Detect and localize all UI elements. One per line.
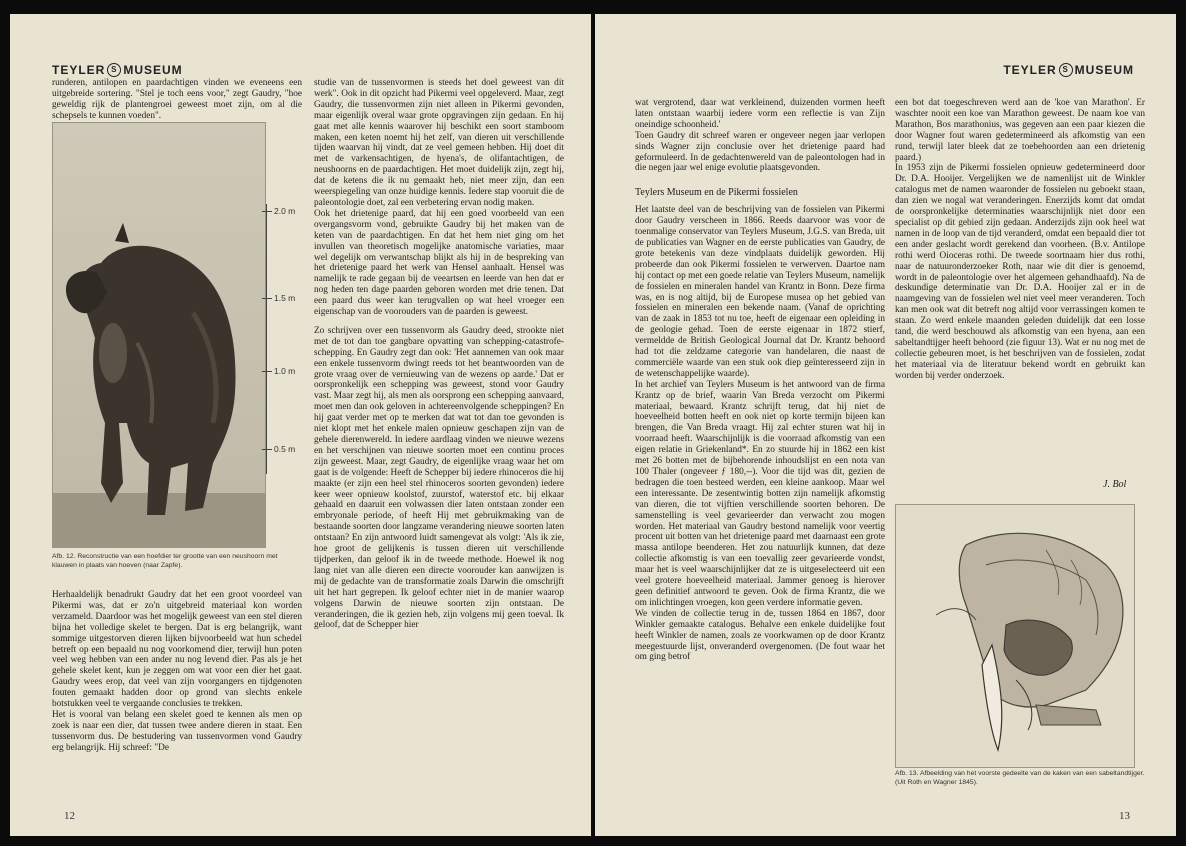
right-col1 <box>635 98 885 663</box>
page-number-right: 13 <box>1119 810 1130 822</box>
left-col2 <box>314 78 564 631</box>
paragraph: een bot dat toegeschreven werd aan de 'koe van Marathon'. Er waschter nooit een koe van Marathon geweest. De naam koe van Marathon, Bos marathonius, was gegeven aan een paar kiezen die door Wagner fout waren gedetermineerd als afkomstig van een rund, terwijl later bleek dat ze toebehoorden aan een drietenig paard.) <box>895 98 1145 163</box>
page-number-left: 12 <box>64 810 75 822</box>
scale-label: 2.0 m <box>274 206 296 216</box>
paragraph: Het is vooral van belang een skelet goed te kennen als men op zoek is naar een dier, dat tussen twee andere dieren in staat. Een tussenvorm dus. De bestudering van tussenvormen vond Gaudry erg belangrijk. Hij schreef: "De <box>52 709 302 753</box>
scale-bar <box>266 204 267 474</box>
left-col1-bottom <box>52 590 302 754</box>
scale-tick <box>262 449 272 450</box>
right-page <box>595 14 1176 836</box>
figure-13-caption: Afb. 13. Afbeelding van het voorste gedeelte van de kaken van een sabeltandtijger. (Uit Roth en Wagner 1845). <box>895 770 1145 786</box>
scale-label: 1.0 m <box>274 366 296 376</box>
paragraph: Toen Gaudry dit schreef waren er ongeveer negen jaar verlopen sinds Wagner zijn conclusie over het drietenige paard had geformuleerd. In de gedachtenwereld van de paleontologen had in die negen jaar wel enige evolutie plaatsgevonden. <box>635 130 885 174</box>
teyler-logo-icon: S <box>1059 63 1073 77</box>
left-page <box>10 14 591 836</box>
teyler-logo-icon: S <box>107 63 121 77</box>
paragraph: We vinden de collectie terug in de, tussen 1864 en 1867, door Winkler gemaakte catalogus. Behalve een enkele duidelijke fout heeft Winkler de namen, zoals ze voorkwamen op de door Krantz meegestuurde lijst, onveranderd overgenomen. (De fout waar het om ging betrof <box>635 608 885 663</box>
paragraph: Ook het drietenige paard, dat hij een goed voorbeeld van een overgangsvorm vond, gebruikte Gaudry bij het maken van de keten van de paardachtigen. En dat het hem niet ging om het invullen van theoretisch mogelijke anatomische variaties, maar wel degelijk om verwantschap blijkt als hij in de bespreking van het drietenige paard het werk van Hensel aanhaalt. Hensel was namelijk te rade gegaan bij de veeartsen en leerde van hen dat er nog heden ten dage paarden geboren worden met drie tenen. Dat een paard dus weer kan terugvallen op wat heel vroeger een eigenschap van de voorouders van de paarden is geweest. <box>314 208 564 318</box>
sabertooth-jaw-illustration <box>896 505 1134 767</box>
scale-label: 0.5 m <box>274 444 296 454</box>
paragraph: Zo schrijven over een tussenvorm als Gaudry deed, strookte niet met de tot dan toe gangbare opvatting van schepping-catastrofe-schepping. En Gaudry zegt dan ook: 'Het aannemen van ook maar een enkele tussenvorm dwingt reeds tot het beantwoorden van de grote vraag over de vernieuwing van de wezens op aarde.' Dat er oorspronkelijk een schepping was geweest, stond voor Gaudry vast. Maar zegt hij, als men als oorsprong een schepping aanvaard, moet men dan ook geloven in achtereenvolgende scheppingen? En hij gaat verder met op te merken dat wat tot dan toe gevonden is niet klopt met het enkele malen opnieuw geschapen zijn van de gehele dierenwereld. In iedere aardlaag vinden we nieuwe wezens en het verschijnen van nieuwe soorten moet een continu proces zijn geweest. Maar, zegt Gaudry, de eigenlijke vraag waar het om gaat is de volgende: Heeft de Schepper bij iedere rhinoceros die hij maakte (er zijn een heel stel rhinoceros soorten gevonden) iedere keer weer opnieuw koolstof, zuurstof, waterstof etc. bij elkaar gehaald en daaruit een volwassen dier laten ontstaan zonder een embryonale periode, of heeft Hij met gebruikmaking van de bestaande soorten door langzame verandering nieuwe soorten laten ontstaan? En zijn antwoord luidt samengevat als volgt: 'Als ik zie, hoe groot de gelijkenis is tussen dieren uit verschillende tijdperken, dan geloof ik in de tweede methode. Hoewel ik nog lang niet van alle dieren een directe voorouder kan aanwijzen is mij de gedachte van de transformatie zoals Darwin die omschrijft uit het hart gegrepen. Ik geloof echter niet in de manier waarop volgens Darwin de nieuwe soorten zijn ontstaan. De veranderingen, die ik gezien heb, zijn volgens mij geen toeval. Ik geloof, dat de Schepper hier <box>314 325 564 631</box>
brand-text-teyler: TEYLER <box>1003 63 1057 77</box>
figure-12-photo <box>52 122 266 548</box>
left-col1-top <box>52 78 302 122</box>
brand-text-museum: MUSEUM <box>123 63 183 77</box>
paragraph: Herhaaldelijk benadrukt Gaudry dat het een groot voordeel van Pikermi was, dat er zo'n uitgebreid materiaal kon worden verzameld. Daardoor was het mogelijk geweest van een stel dieren bijna het volledige skelet te bergen. Dat is erg belangrijk, want sommige uitgestorven dieren lijken bijvoorbeeld wat hun schedel betreft op een bepaald nu nog voorkomend dier, terwijl hun poten veel weg hebben van een ander nu nog levend dier. Pas als je het gehele skelet kent, kun je zeggen om wat voor een dier het gaat. Gaudry wees erop, dat veel van zijn voorgangers en tijdgenoten fouten gemaakt hadden door op grond van slechts enkele botstukken veel te vergaande conclusies te trekken. <box>52 590 302 710</box>
paragraph: runderen, antilopen en paardachtigen vinden we eveneens een uitgebreide sortering. "Stel je toch eens voor," zegt Gaudry, "hoe geweldig rijk de plantengroei geweest moet zijn, om al die schepsels te kunnen voeden". <box>52 78 302 121</box>
figure-13-drawing <box>895 504 1135 768</box>
brand-text-teyler: TEYLER <box>52 63 106 77</box>
author-signature: J. Bol <box>1103 479 1127 490</box>
right-header-logo <box>1003 63 1134 77</box>
left-header-logo <box>52 63 183 77</box>
scale-label: 1.5 m <box>274 293 296 303</box>
right-col2 <box>895 98 1145 382</box>
scale-tick <box>262 211 272 212</box>
paragraph: Het laatste deel van de beschrijving van de fossielen van Pikermi door Gaudry verscheen in 1866. Reeds daarvoor was voor de toenmalige conservator van Teylers Museum, J.G.S. van Breda, uit de publicaties van Wagner en de eerste publicaties van Gaudry, de grote betekenis van deze vindplaats duidelijk geworden. Hij probeerde dan ook Pikermi fossielen te verwerven. Daartoe nam hij contact op met een goede relatie van Teylers Museum, namelijk de fossielen en mineralen handel van Krantz in Bonn. Deze firma was, en is nog altijd, bij de Europese musea op het gebied van fossielen en mineralen een bekende naam. (Vanaf de oprichting van de zaak in 1853 tot nu toe, heeft de eigenaar een opleiding in de geologie gehad. Toen de eerste eigenaar in 1872 stierf, vermeldde de British Geological Journal dat Dr. Krantz behoord had tot die zeldzame categorie van handelaren, die naast de commerciële waarde van een stuk ook diep geïnteresseerd zijn in de wetenschappelijke waarde). <box>635 205 885 379</box>
paragraph: wat vergrotend, daar wat verkleinend, duizenden vormen heeft laten ontstaan waarbij iedere vorm een reflectie is van Zijn oneindige schoonheid.' <box>635 98 885 130</box>
paragraph: studie van de tussenvormen is steeds het doel geweest van dit werk". Ook in dit opzicht had Pikermi veel opgeleverd. Maar, zegt Gaudry, die tussenvormen zijn niet alleen in Pikermi gevonden, maar eigenlijk overal waar grote opgravingen zijn gedaan. En hij gaat met alle kennis waarover hij beschikt een soort stamboom maken, een keten noemt hij het zelf, van dieren uit verschillende tijden waarvan hij vindt, dat ze veel gemeen hebben. Hij doet dit met de varkensachtigen, de hyena's, de olifantachtigen, de neushoorns en de paardachtigen. Het moet duidelijk zijn, zegt hij, dat de ketens die ik nu gemaakt heb, niet meer zijn, dan een weerspiegeling van onze huidige kennis. Iedere stap vooruit die de paleontologie doet, zal een verbetering ervan nodig maken. <box>314 78 564 208</box>
scale-tick <box>262 298 272 299</box>
magazine-spread <box>10 14 1176 836</box>
figure-12-caption: Afb. 12. Reconstructie van een hoefdier ter grootte van een neushoorn met klauwen in plaats van hoeven (naar Zapfe). <box>52 553 278 569</box>
section-title: Teylers Museum en de Pikermi fossielen <box>635 187 798 199</box>
rhino-clawed-animal-illustration <box>53 123 265 547</box>
paragraph: In 1953 zijn de Pikermi fossielen opnieuw gedetermineerd door Dr. D.A. Hooijer. Vergelijken we de namenlijst uit de Winkler catalogus met de namen waaronder de fossielen nu geboekt staan, dan zien we nogal wat veranderingen. Enerzijds komt dat omdat de oorspronkelijke determinaties waarschijnlijk niet door een specialist op dit gebied zijn gedaan. Anderzijds zijn ook heel wat namen in de loop van de tijd veranderd, omdat een bepaald dier tot een ander geslacht wordt gerekend dan voorheen. (B.v. Antilope rothi werd Oioceras rothi. De tweede soortnaam hier dus rothi, naar de natuuronderzoeker Roth, naar wie dit dier is genoemd, wordt in de paleontologie over het algemeen gehandhaafd). Na de deskundige determinatie van Dr. D.A. Hooijer zal er in de naamgeving van de fossielen wel niet veel meer veranderen. Toch kan men ook wat dit betreft nog altijd voor verrassingen komen te staan. Zo werd enkele maanden geleden duidelijk dat een losse tand, die werd beschouwd als afkomstig van een hyena, aan een sabeltandtijger heeft behoord (zie figuur 13). Wat er nu nog met de collectie gebeuren moet, is het beschrijven van de fossielen, zodat het materiaal via de literatuur bekend wordt en gebruikt kan worden bij verder onderzoek. <box>895 163 1145 381</box>
scale-tick <box>262 371 272 372</box>
paragraph: In het archief van Teylers Museum is het antwoord van de firma Krantz op de brief, waarin Van Breda verzocht om Pikermi materiaal, bewaard. Krantz schrijft terug, dat hij niet de hoeveelheid botten heeft en ook niet op korte termijn bijeen kan brengen, die Van Breda vraagt. Hij zal echter sturen wat hij in voorraad heeft. Waarschijnlijk is die voorraad afkomstig van een eigen relatie in Griekenland*. En zo stuurde hij in 1862 een kist met 26 botten met de bijbehorende inhoudslijst en een nota van 100 Thaler (ongeveer ƒ 180,--). Voor die tijd was dit, gezien de bedragen die toen besteed werden, een kleine aankoop. Maar wel een interessante. De zesentwintig botten zijn namelijk afkomstig van dieren, die tot vijftien verschillende soorten behoren. De samenstelling is veel gevarieerder dan verwacht zou mogen worden. Het materiaal van Gaudry bestond namelijk voor veertig procent uit botten van het drietenige paard met daarnaast een grote massa antilope beenderen. Het zou natuurlijk kunnen, dat deze collectie afkomstig is van een toevallig zeer gevarieerde vondst, maar het is veel waarschijnlijker dat ze is uitgeselecteerd uit een veel grotere hoeveelheid materiaal. Jammer genoeg is hierover geen definitief antwoord te geven. Ook de firma Krantz, die we om inlichtingen vroegen, kon geen verdere informatie geven. <box>635 379 885 608</box>
brand-text-museum: MUSEUM <box>1074 63 1134 77</box>
